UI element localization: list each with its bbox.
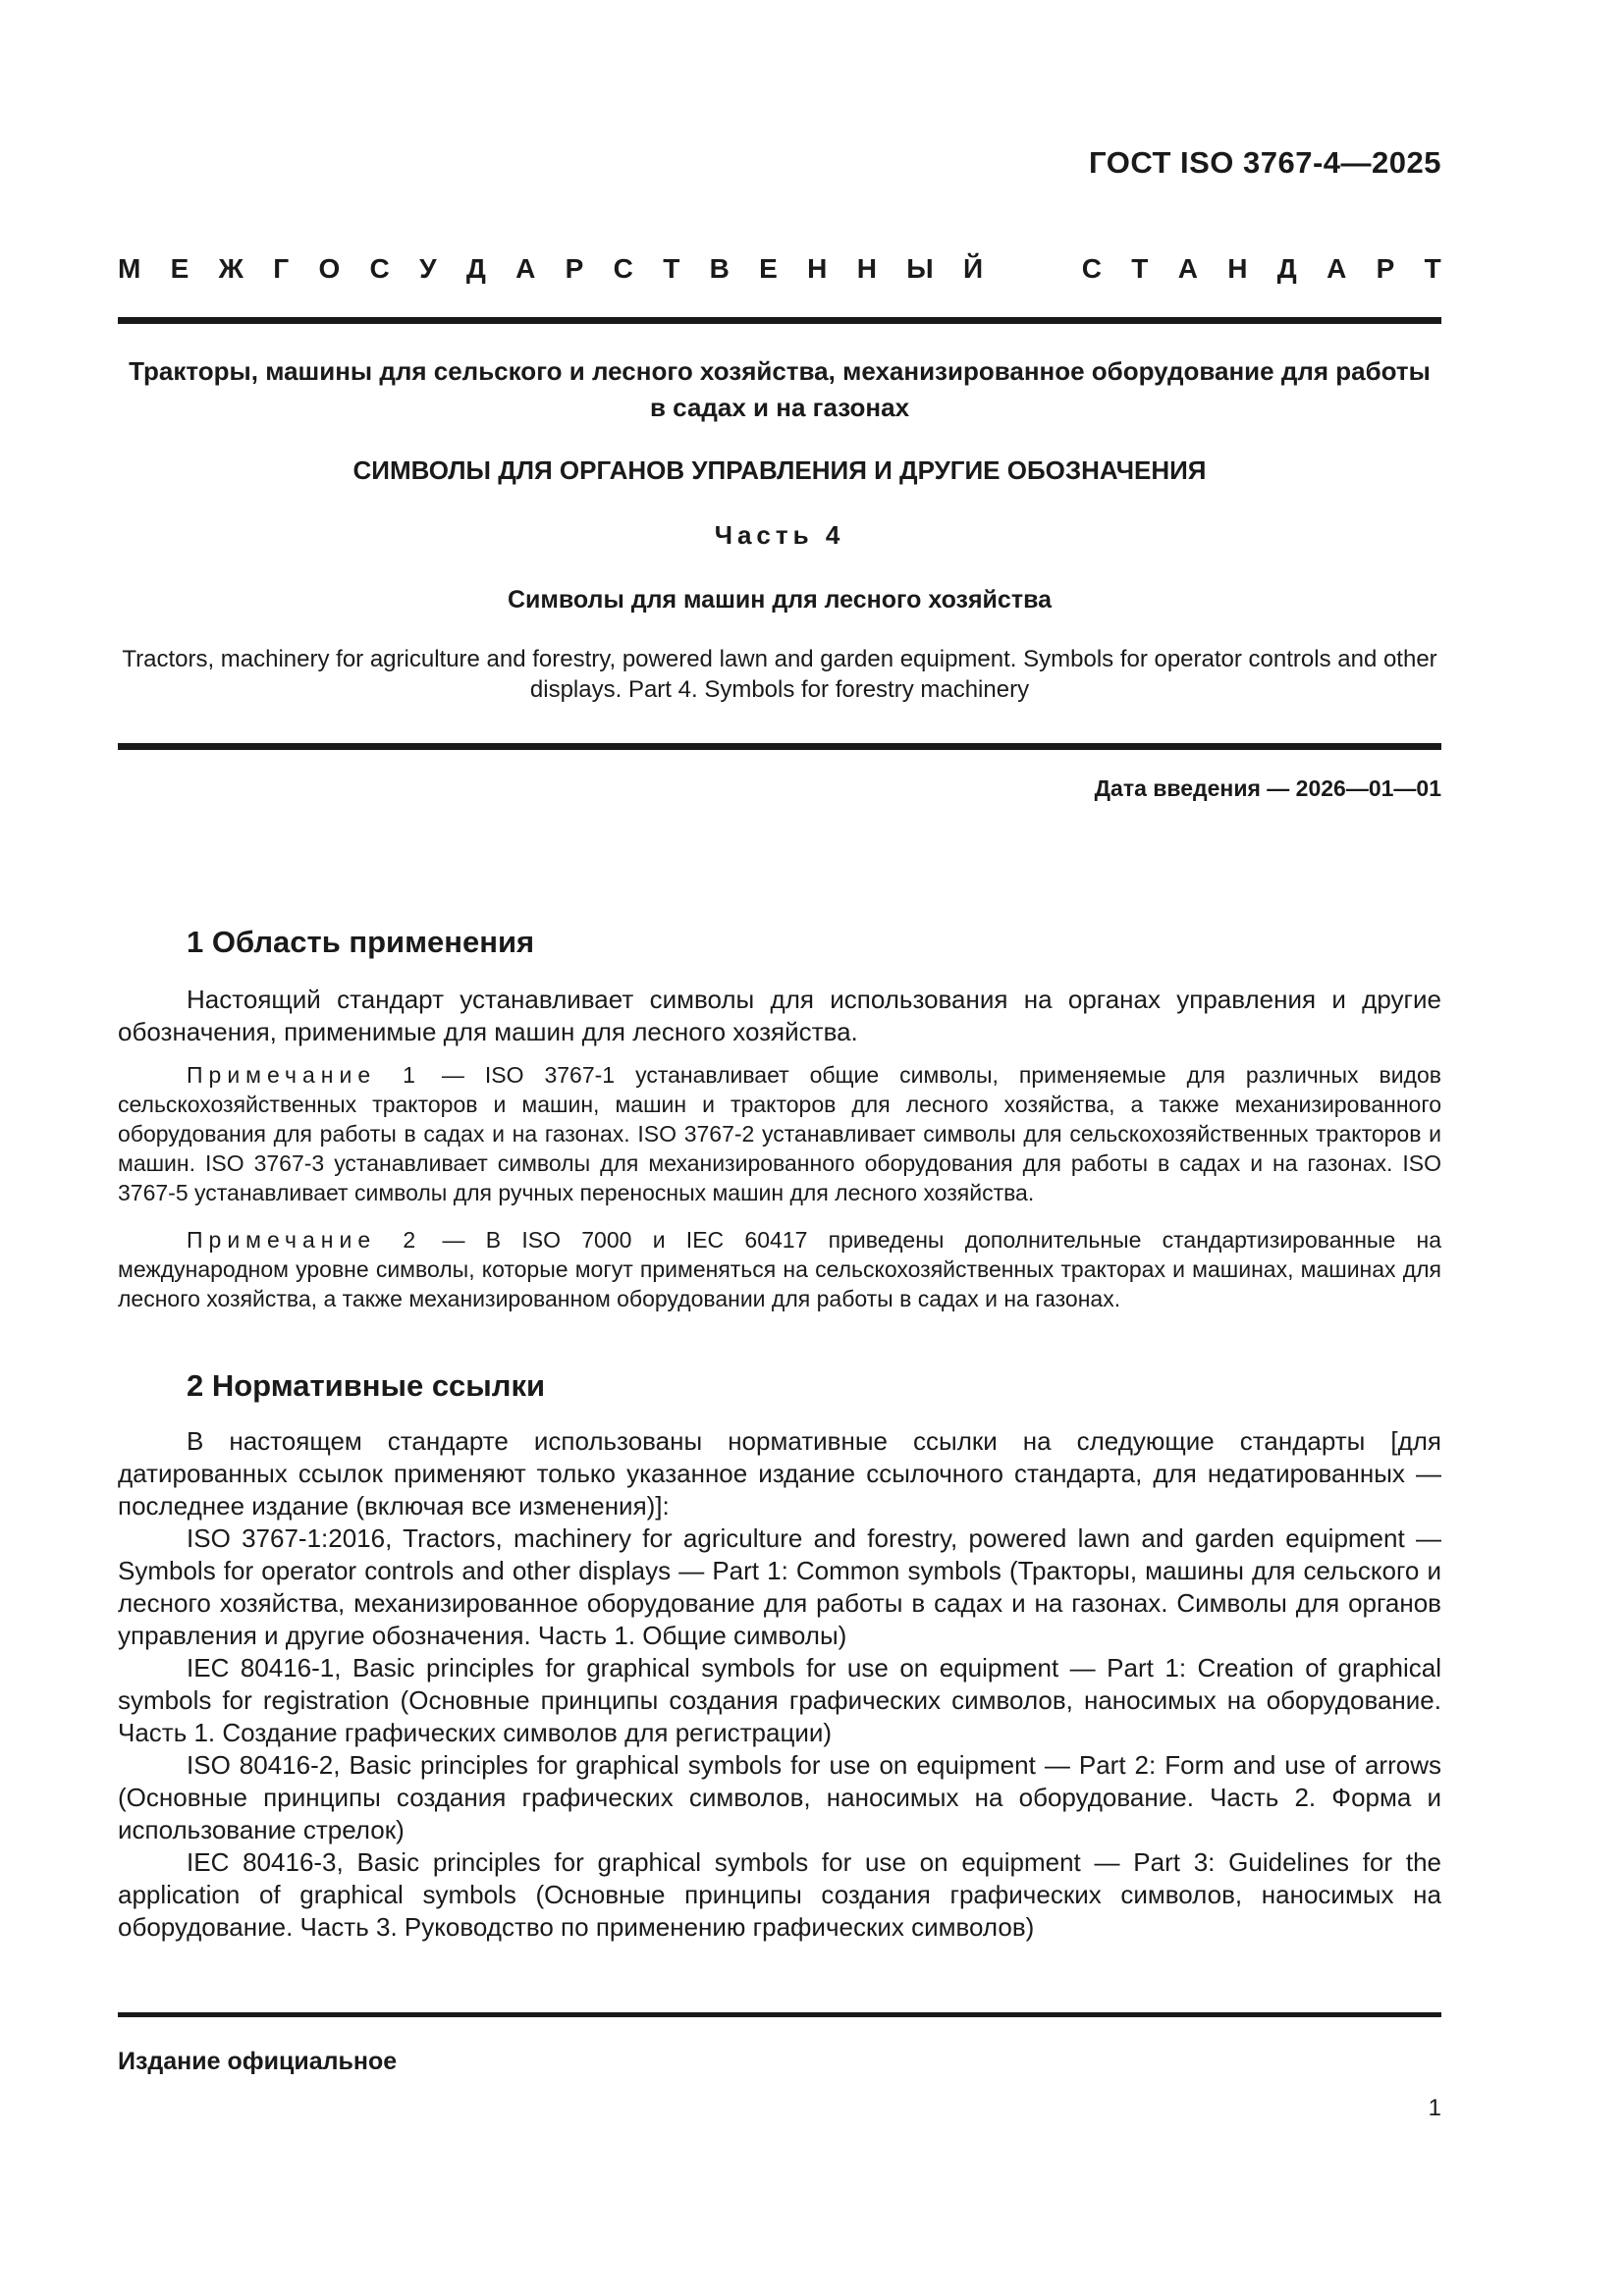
note-2-label: Примечание 2 (187, 1227, 422, 1253)
header-letter: А (1326, 253, 1347, 284)
note-2-text: — В ISO 7000 и IEC 60417 приведены дополнительные стандартизированные на международном уровне символы, которые могут применяться на сельскохозяйственных тракторах и машинах, машинах для лесного хозяйства, а также механизированном оборудовании для работы в садах и на газонах. (118, 1227, 1442, 1311)
note-1 (118, 1060, 1441, 1207)
header-letter: Н (856, 253, 877, 284)
top-rule (118, 317, 1441, 324)
title-bottom-rule (118, 743, 1441, 750)
references-intro: В настоящем стандарте использованы нормативные ссылки на следующие стандарты [для датированных ссылок применяют только указанное издание ссылочного стандарта, для недатированных — последнее издание (включая все изменения)]: (118, 1426, 1441, 1521)
reference-item: IEC 80416-3, Basic principles for graphical symbols for use on equipment — Part 3: Guidelines for the application of graphical symbols (Основные принципы создания графических символов, наносимых на оборудование. Часть 3. Руководство по применению графических символов) (118, 1847, 1441, 1942)
header-letter: М (118, 253, 141, 284)
note-1-text: — ISO 3767-1 устанавливает общие символы, применяемые для различных видов сельскохозяйственных тракторов и машин, машин и тракторов для лесного хозяйства, а также механизированного оборудования для работы в садах и на газонах. ISO 3767-2 устанавливает символы для сельскохозяйственных тракторов и машин. ISO 3767-3 устанавливает символы для механизированного оборудования для работы в садах и на газонах. ISO 3767-5 устанавливает символы для ручных переносных машин для лесного хозяйства. (118, 1062, 1441, 1205)
section-2-heading: 2 Нормативные ссылки (187, 1368, 546, 1403)
header-letter: Д (465, 253, 486, 284)
note-1-label: Примечание 1 (187, 1062, 421, 1088)
section-1-body-text: Настоящий стандарт устанавливает символы для использования на органах управления и другие обозначения, применимые для машин для лесного хозяйства. (118, 985, 1441, 1046)
header-letter: Р (1376, 253, 1395, 284)
introduction-date: Дата введения — 2026—01—01 (1094, 775, 1441, 801)
header-letter: Т (663, 253, 680, 284)
header-letter: С (1081, 253, 1102, 284)
title-ru-main: Тракторы, машины для сельского и лесного хозяйства, механизированное оборудование для работы в садах и на газонах (129, 356, 1431, 422)
header-letter: Ы (906, 253, 934, 284)
header-letter: Р (565, 253, 584, 284)
header-letter: Т (1424, 253, 1441, 284)
header-letter: О (318, 253, 341, 284)
reference-item: IEC 80416-1, Basic principles for graphical symbols for use on equipment — Part 1: Creation of graphical symbols for registration (Основные принципы создания графических символов, наносимых на оборудование. Часть 1. Создание графических символов для регистрации) (118, 1653, 1441, 1747)
note-2 (118, 1225, 1441, 1313)
header-letter: С (369, 253, 390, 284)
header-letter: Е (759, 253, 778, 284)
normative-references (118, 1425, 1441, 1944)
part-title: Символы для машин для лесного хозяйства (507, 586, 1053, 614)
page-number: 1 (1428, 2095, 1441, 2121)
reference-item: ISO 80416-2, Basic principles for graphical symbols for use on equipment — Part 2: Form and use of arrows (Основные принципы создания графических символов, наносимых на оборудование. Часть 2. Форма и использование стрелок) (118, 1750, 1441, 1844)
header-letter: В (709, 253, 730, 284)
part-label: Часть 4 (714, 520, 845, 550)
header-letter: Е (170, 253, 189, 284)
header-letter: Н (1227, 253, 1248, 284)
section-1-body (118, 984, 1441, 1048)
header-letter: Т (1131, 253, 1149, 284)
footer-rule (118, 2012, 1441, 2017)
header-letter: А (1177, 253, 1198, 284)
header-letter: Г (273, 253, 290, 284)
header-letter: А (515, 253, 536, 284)
header-letter: С (613, 253, 633, 284)
header-letter: У (419, 253, 437, 284)
title-ru-subtitle: СИМВОЛЫ ДЛЯ ОРГАНОВ УПРАВЛЕНИЯ И ДРУГИЕ ОБОЗНАЧЕНИЯ (352, 455, 1207, 485)
official-edition-label: Издание официальное (118, 2048, 398, 2075)
title-en: Tractors, machinery for agriculture and forestry, powered lawn and garden equipment. Symbols for operator controls and other displays. Part 4. Symbols for forestry machinery (122, 646, 1437, 703)
document-code: ГОСТ ISO 3767-4—2025 (1089, 145, 1441, 180)
section-1-heading: 1 Область применения (187, 925, 535, 959)
header-letter: Й (962, 253, 984, 284)
standard-type-header (118, 253, 1441, 285)
header-letter: Д (1276, 253, 1297, 284)
header-letter: Н (807, 253, 828, 284)
header-letter: Ж (218, 253, 244, 284)
reference-item: ISO 3767-1:2016, Tractors, machinery for agriculture and forestry, powered lawn and garden equipment — Symbols for operator controls and other displays — Part 1: Common symbols (Тракторы, машины для сельского и лесного хозяйства, механизированное оборудование для работы в садах и на газонах. Символы для органов управления и другие обозначения. Часть 1. Общие символы) (118, 1523, 1441, 1650)
header-word-gap (1012, 253, 1052, 285)
